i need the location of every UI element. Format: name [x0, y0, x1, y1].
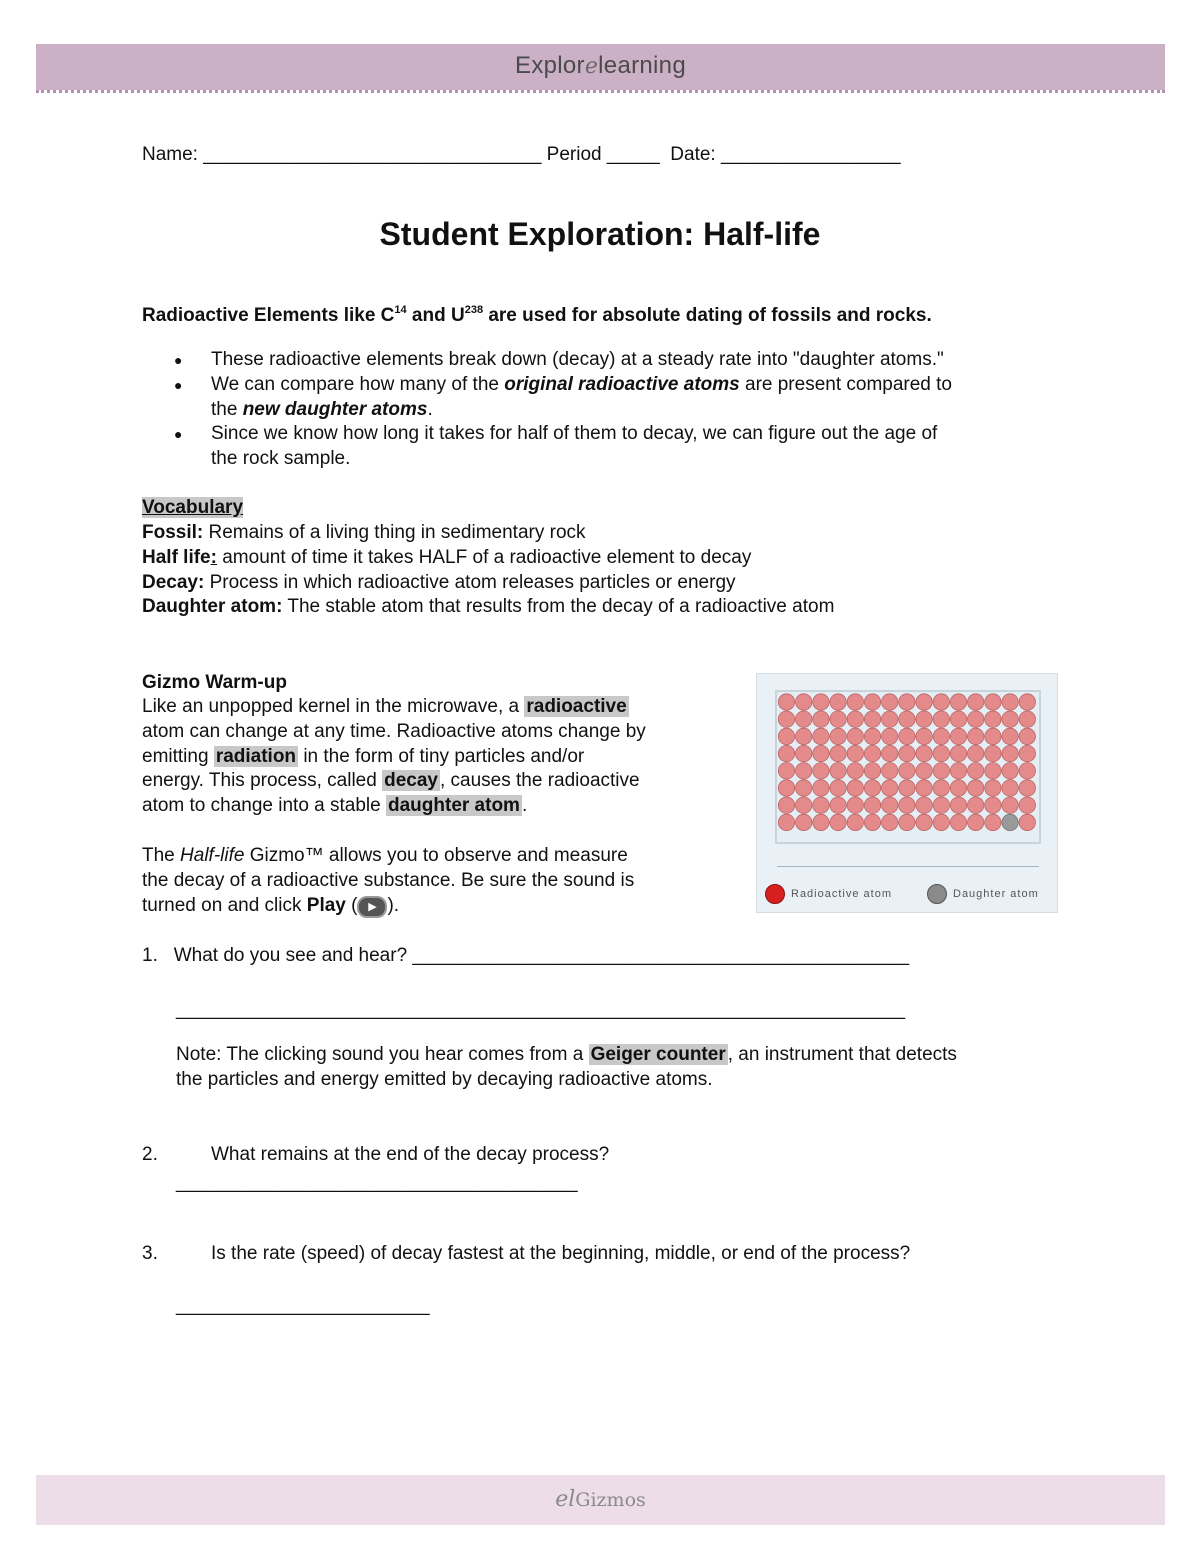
date-field[interactable]: _________________ — [720, 144, 901, 165]
note-text: Note: The clicking sound you hear comes from a — [176, 1044, 589, 1065]
vocab-term: Daughter atom: — [142, 596, 283, 617]
radioactive-atom — [916, 763, 932, 779]
radioactive-atom — [899, 711, 915, 727]
radioactive-atom — [1002, 694, 1018, 710]
header-band — [36, 44, 1165, 90]
carbon-superscript: 14 — [394, 304, 407, 316]
radioactive-atom — [1002, 780, 1018, 796]
vocab-definition: The stable atom that results from the decay of a radioactive atom — [282, 596, 835, 617]
bullet-icon: ● — [174, 426, 183, 442]
atom-grid — [777, 692, 1039, 842]
question-3 — [142, 1241, 158, 1266]
radioactive-atom — [985, 711, 1001, 727]
radioactive-atom — [933, 728, 949, 744]
radioactive-atom — [778, 728, 794, 744]
vocab-term: Fossil: — [142, 522, 204, 543]
bullet-2-line-2 — [211, 397, 433, 422]
warmup-text: . — [521, 795, 528, 816]
radioactive-atom — [985, 745, 1001, 761]
radioactive-atom — [864, 763, 880, 779]
radioactive-atom — [899, 694, 915, 710]
radioactive-atom — [796, 728, 812, 744]
radioactive-atom — [916, 780, 932, 796]
bullet-icon: ● — [174, 352, 183, 368]
radioactive-atom — [985, 780, 1001, 796]
radioactive-atom — [968, 797, 984, 813]
radioactive-atom — [796, 780, 812, 796]
radioactive-atom — [778, 694, 794, 710]
legend-label: Daughter atom — [953, 887, 1039, 900]
warmup-line-5 — [142, 793, 527, 818]
date-label: Date: — [670, 144, 716, 165]
radioactive-atom — [1002, 797, 1018, 813]
answer-field-q1-line-2[interactable]: _____________________________________________________________________ — [176, 999, 906, 1020]
bullet-3-line-1: Since we know how long it takes for half of them to decay, we can figure out the age of — [211, 423, 938, 444]
warmup-text: , causes the radioactive — [439, 770, 640, 791]
vocab-term: Decay: — [142, 572, 205, 593]
radioactive-atom — [813, 745, 829, 761]
radioactive-atom — [950, 814, 966, 830]
radioactive-atom — [1019, 780, 1035, 796]
warmup-text: Gizmo™ allows you to observe and measure — [244, 845, 628, 866]
radioactive-atom — [813, 763, 829, 779]
radioactive-atom — [813, 814, 829, 830]
radioactive-atom — [778, 745, 794, 761]
radioactive-atom — [916, 711, 932, 727]
radioactive-atom — [882, 763, 898, 779]
radioactive-atom — [950, 763, 966, 779]
radioactive-atom — [830, 797, 846, 813]
warmup-text: in the form of tiny particles and/or — [298, 746, 585, 767]
warmup-text: energy. This process, called — [142, 770, 383, 791]
question-text: What do you see and hear? — [173, 945, 408, 966]
radioactive-atom — [1019, 797, 1035, 813]
warmup-p2-line-1 — [142, 843, 628, 868]
warmup-text: turned on and click — [142, 895, 307, 916]
radioactive-atom — [882, 728, 898, 744]
warmup-p2-line-2: the decay of a radioactive substance. Be sure the sound is — [142, 870, 635, 891]
radioactive-atom — [882, 797, 898, 813]
radioactive-atom — [968, 711, 984, 727]
radioactive-atom — [950, 780, 966, 796]
legend-daughter — [927, 884, 1039, 904]
highlight-decay: decay — [384, 770, 438, 791]
radioactive-atom — [796, 797, 812, 813]
highlight-radiation: radiation — [215, 746, 297, 767]
note-line-2: the particles and energy emitted by decaying radioactive atoms. — [176, 1069, 713, 1090]
radioactive-atom — [813, 797, 829, 813]
radioactive-atom — [933, 797, 949, 813]
radioactive-atom — [950, 745, 966, 761]
radioactive-atom — [778, 780, 794, 796]
logo-text-right: learning — [598, 52, 686, 79]
vocab-daughter-atom — [142, 594, 834, 619]
header-divider — [36, 90, 1165, 93]
radioactive-atom-icon — [765, 884, 785, 904]
radioactive-atom — [882, 711, 898, 727]
answer-field[interactable]: _______________________________________________ — [407, 945, 910, 966]
radioactive-atom — [1019, 728, 1035, 744]
period-label: Period — [546, 144, 602, 165]
warmup-text: emitting — [142, 746, 214, 767]
radioactive-atom — [882, 814, 898, 830]
daughter-atom-icon — [927, 884, 947, 904]
bullet-2-text-d: . — [427, 399, 433, 420]
radioactive-atom — [899, 745, 915, 761]
warmup-line-2: atom can change at any time. Radioactive atoms change by — [142, 721, 646, 742]
radioactive-atom — [864, 728, 880, 744]
radioactive-atom — [933, 780, 949, 796]
radioactive-atom — [847, 694, 863, 710]
intro-text-b: and U — [406, 305, 465, 326]
radioactive-atom — [847, 814, 863, 830]
question-number: 1. — [142, 945, 158, 966]
warmup-line-3 — [142, 744, 584, 769]
name-label: Name: — [142, 144, 198, 165]
radioactive-atom — [968, 814, 984, 830]
radioactive-atom — [933, 711, 949, 727]
warmup-text: atom to change into a stable — [142, 795, 386, 816]
answer-field-q2[interactable]: ______________________________________ — [176, 1172, 578, 1193]
radioactive-atom — [830, 745, 846, 761]
bullet-2-emphasis: original radioactive atoms — [504, 374, 740, 395]
radioactive-atom — [916, 797, 932, 813]
radioactive-atom — [796, 763, 812, 779]
radioactive-atom — [950, 711, 966, 727]
warmup-text: Like an unpopped kernel in the microwave, a — [142, 696, 525, 717]
intro-text-c: are used for absolute dating of fossils and rocks. — [483, 305, 932, 326]
bullet-2-line-1 — [211, 372, 952, 397]
legend-label: Radioactive atom — [791, 887, 892, 900]
radioactive-atom — [864, 797, 880, 813]
radioactive-atom — [813, 711, 829, 727]
radioactive-atom — [864, 780, 880, 796]
vocab-term-colon: : — [210, 547, 217, 568]
radioactive-atom — [847, 711, 863, 727]
play-label: Play — [306, 895, 346, 916]
vocabulary-heading-text: Vocabulary — [142, 497, 244, 518]
highlight-geiger-counter: Geiger counter — [590, 1044, 726, 1065]
answer-field-q3[interactable]: ________________________ — [176, 1295, 430, 1316]
radioactive-atom — [899, 763, 915, 779]
radioactive-atom — [847, 728, 863, 744]
name-field[interactable]: ________________________________ — [203, 144, 542, 165]
radioactive-atom — [899, 780, 915, 796]
intro-statement — [142, 298, 932, 328]
radioactive-atom — [864, 694, 880, 710]
warmup-text: ). — [387, 895, 400, 916]
radioactive-atom — [778, 763, 794, 779]
gizmo-name: Half-life — [180, 845, 245, 866]
radioactive-atom — [778, 797, 794, 813]
radioactive-atom — [1002, 728, 1018, 744]
radioactive-atom — [796, 694, 812, 710]
radioactive-atom — [830, 694, 846, 710]
radioactive-atom — [864, 711, 880, 727]
radioactive-atom — [916, 814, 932, 830]
radioactive-atom — [933, 814, 949, 830]
radioactive-atom — [796, 711, 812, 727]
radioactive-atom — [933, 745, 949, 761]
atom-container — [775, 690, 1041, 844]
radioactive-atom — [899, 728, 915, 744]
radioactive-atom — [899, 814, 915, 830]
radioactive-atom — [796, 814, 812, 830]
gizmo-screenshot — [756, 673, 1058, 913]
radioactive-atom — [1019, 814, 1035, 830]
radioactive-atom — [864, 745, 880, 761]
radioactive-atom — [985, 814, 1001, 830]
question-number: 2. — [142, 1144, 158, 1165]
logo-text-left: Explor — [515, 52, 585, 79]
vocabulary-heading — [142, 495, 243, 520]
play-button-icon: ▶ — [357, 896, 387, 918]
warmup-p2-line-3 — [142, 893, 399, 918]
radioactive-atom — [1019, 711, 1035, 727]
gizmo-floor-line — [777, 866, 1039, 867]
radioactive-atom — [778, 711, 794, 727]
radioactive-atom — [847, 780, 863, 796]
period-field[interactable]: _____ — [606, 144, 660, 165]
radioactive-atom — [882, 694, 898, 710]
radioactive-atom — [968, 745, 984, 761]
radioactive-atom — [882, 745, 898, 761]
gizmos-logo — [36, 1487, 1165, 1512]
vocab-fossil — [142, 520, 586, 545]
radioactive-atom — [950, 797, 966, 813]
note-text: , an instrument that detects — [727, 1044, 957, 1065]
radioactive-atom — [813, 694, 829, 710]
radioactive-atom — [1002, 745, 1018, 761]
bullet-3-line-2: the rock sample. — [211, 448, 351, 469]
radioactive-atom — [813, 728, 829, 744]
radioactive-atom — [1019, 694, 1035, 710]
radioactive-atom — [985, 728, 1001, 744]
warmup-heading: Gizmo Warm-up — [142, 672, 287, 693]
radioactive-atom — [968, 728, 984, 744]
radioactive-atom — [1019, 763, 1035, 779]
radioactive-atom — [985, 797, 1001, 813]
radioactive-atom — [985, 763, 1001, 779]
question-3-text: Is the rate (speed) of decay fastest at the beginning, middle, or end of the process? — [211, 1243, 911, 1264]
radioactive-atom — [882, 780, 898, 796]
radioactive-atom — [847, 797, 863, 813]
bullet-2-text-b: are present compared to — [739, 374, 953, 395]
bullet-icon: ● — [174, 377, 183, 393]
bullet-2-text-c: the — [211, 399, 243, 420]
student-info-line — [142, 142, 901, 167]
bullet-2-text-a: We can compare how many of the — [211, 374, 505, 395]
question-2-text: What remains at the end of the decay process? — [211, 1144, 610, 1165]
warmup-text: ( — [345, 895, 358, 916]
warmup-line-4 — [142, 768, 640, 793]
gizmos-logo-mark: el — [555, 1487, 576, 1512]
radioactive-atom — [1002, 763, 1018, 779]
radioactive-atom — [933, 763, 949, 779]
radioactive-atom — [813, 780, 829, 796]
radioactive-atom — [968, 780, 984, 796]
explorelearning-logo — [36, 52, 1165, 80]
radioactive-atom — [950, 728, 966, 744]
radioactive-atom — [968, 694, 984, 710]
bullet-2-emphasis-2: new daughter atoms — [242, 399, 428, 420]
daughter-atom — [1002, 814, 1018, 830]
radioactive-atom — [847, 745, 863, 761]
highlight-daughter-atom: daughter atom — [388, 795, 520, 816]
vocab-definition: amount of time it takes HALF of a radioactive element to decay — [216, 547, 752, 568]
radioactive-atom — [916, 745, 932, 761]
radioactive-atom — [968, 763, 984, 779]
radioactive-atom — [985, 694, 1001, 710]
radioactive-atom — [864, 814, 880, 830]
radioactive-atom — [830, 763, 846, 779]
radioactive-atom — [830, 711, 846, 727]
vocab-term: Half life — [142, 547, 211, 568]
intro-text-a: Radioactive Elements like C — [142, 305, 395, 326]
vocab-definition: Remains of a living thing in sedimentary rock — [203, 522, 586, 543]
gizmos-logo-text: Gizmos — [575, 1489, 646, 1511]
radioactive-atom — [830, 814, 846, 830]
question-number: 3. — [142, 1243, 158, 1264]
bullet-1: These radioactive elements break down (decay) at a steady rate into "daughter atoms." — [211, 349, 944, 370]
radioactive-atom — [916, 694, 932, 710]
question-1 — [142, 943, 909, 968]
legend-radioactive — [765, 884, 892, 904]
warmup-text: The — [142, 845, 181, 866]
radioactive-atom — [796, 745, 812, 761]
vocab-definition: Process in which radioactive atom releases particles or energy — [204, 572, 736, 593]
highlight-radioactive: radioactive — [526, 696, 627, 717]
footer-band — [36, 1475, 1165, 1525]
radioactive-atom — [1002, 711, 1018, 727]
vocab-decay — [142, 570, 736, 595]
radioactive-atom — [1019, 745, 1035, 761]
radioactive-atom — [899, 797, 915, 813]
radioactive-atom — [778, 814, 794, 830]
question-2 — [142, 1142, 158, 1167]
radioactive-atom — [847, 763, 863, 779]
note-line-1 — [176, 1042, 957, 1067]
warmup-line-1 — [142, 694, 629, 719]
page-title: Student Exploration: Half-life — [379, 216, 821, 252]
radioactive-atom — [830, 728, 846, 744]
vocab-half-life — [142, 545, 751, 570]
uranium-superscript: 238 — [464, 304, 484, 316]
logo-mark: e — [584, 54, 599, 79]
radioactive-atom — [916, 728, 932, 744]
radioactive-atom — [830, 780, 846, 796]
radioactive-atom — [950, 694, 966, 710]
radioactive-atom — [933, 694, 949, 710]
